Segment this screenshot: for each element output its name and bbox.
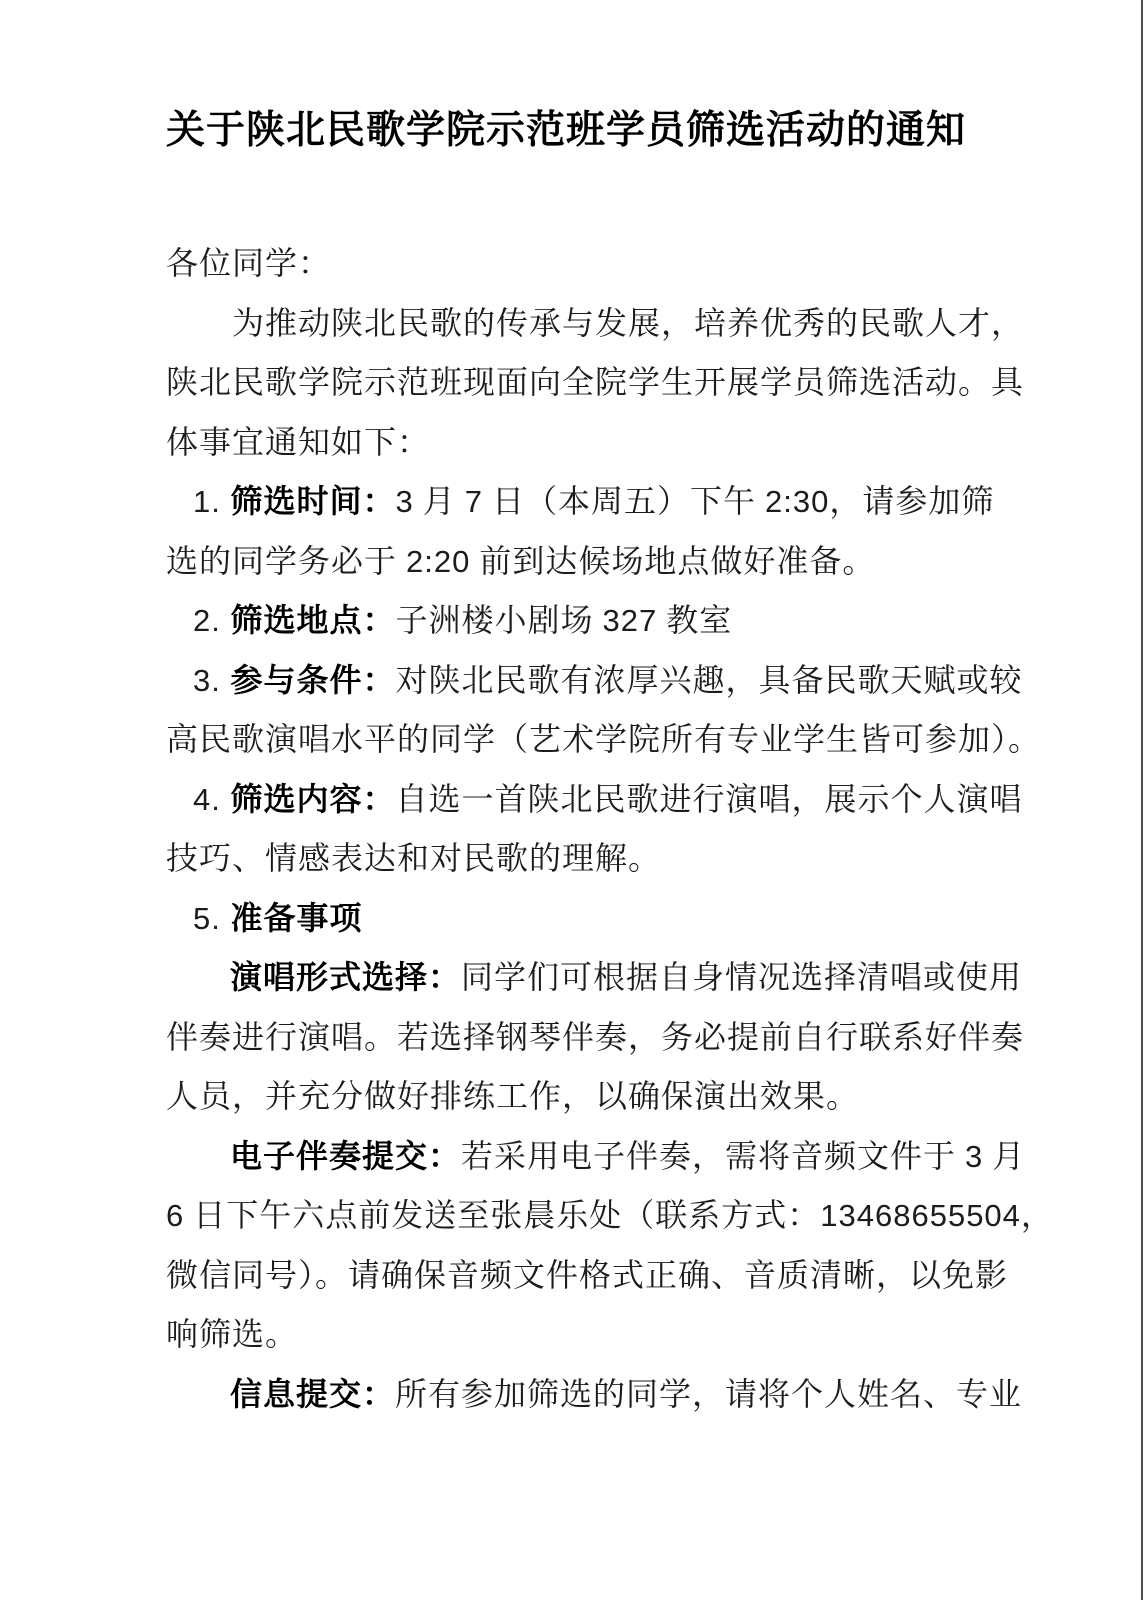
text-run: 选的同学务必于	[166, 542, 407, 579]
text-run: 响筛选。	[166, 1316, 299, 1352]
document-line	[166, 294, 1025, 354]
document-line	[166, 651, 1023, 711]
text-run: 3	[395, 484, 414, 519]
text-run: 3	[965, 1138, 984, 1174]
text-run: 高民歌演唱水平的同学（艺术学院所有专业学生皆可参加）。	[166, 721, 1042, 757]
text-run: 13468655504	[820, 1198, 1021, 1233]
label-run: 筛选地点：	[230, 602, 396, 638]
text-run: 7	[464, 484, 483, 519]
document-line	[166, 770, 1023, 830]
text-run: 2:20	[406, 543, 471, 579]
text-run: ，	[1020, 1197, 1054, 1233]
text-run: 子洲楼小剧场	[395, 602, 603, 638]
label-run: 准备事项	[230, 899, 363, 936]
page-edge-divider	[1141, 0, 1143, 1600]
text-run: 327	[602, 603, 658, 638]
text-run: 各位同学：	[166, 245, 332, 281]
document-line	[166, 1246, 1009, 1306]
document-line	[166, 1305, 976, 1365]
text-run: 伴奏进行演唱。若选择钢琴伴奏，务必提前自行联系好伴奏	[166, 1018, 1025, 1055]
document-line	[166, 413, 976, 473]
text-run: 微信同号）。请确保音频文件格式正确、音质清晰，以免影	[166, 1256, 1009, 1293]
text-run: 同学们可根据自身情况选择清唱或使用	[461, 959, 1023, 995]
text-run: 日（本周五）下午	[483, 483, 766, 519]
label-run: 参与条件：	[230, 661, 396, 698]
document-line	[166, 591, 976, 651]
document-line	[166, 472, 995, 532]
text-run: 对陕北民歌有浓厚兴趣，具备民歌天赋或较	[395, 661, 1023, 698]
label-run: 筛选内容：	[230, 780, 396, 817]
text-run: 月	[983, 1137, 1026, 1174]
document-line	[166, 234, 976, 294]
document-line	[166, 710, 1042, 770]
text-run: 日下午六点前发送至张晨乐处（联系方式：	[184, 1197, 821, 1233]
text-run: ，请参加筛	[829, 483, 995, 519]
document-line	[166, 1127, 1026, 1187]
document-line	[166, 1008, 1025, 1068]
text-run: 陕北民歌学院示范班现面向全院学生开展学员筛选活动。具	[166, 364, 1025, 400]
text-run: 人员，并充分做好排练工作，以确保演出效果。	[166, 1078, 860, 1114]
text-run: 体事宜通知如下：	[166, 423, 431, 460]
label-run: 演唱形式选择：	[230, 959, 462, 995]
document-line	[166, 889, 976, 949]
label-run: 电子伴奏提交：	[230, 1137, 462, 1174]
document-line	[166, 353, 1025, 413]
text-run: 6	[166, 1198, 185, 1233]
text-run: 若采用电子伴奏，需将音频文件于	[461, 1137, 966, 1174]
text-run: 技巧、情感表达和对民歌的理解。	[166, 840, 662, 876]
document-line	[166, 1186, 1054, 1246]
document-title: 关于陕北民歌学院示范班学员筛选活动的通知	[166, 109, 967, 152]
text-run: 2:30	[765, 484, 830, 519]
text-run: 自选一首陕北民歌进行演唱，展示个人演唱	[395, 780, 1023, 817]
text-run: 月	[413, 483, 465, 519]
text-run: 3.	[193, 662, 231, 698]
text-run: 为推动陕北民歌的传承与发展，培养优秀的民歌人才，	[232, 304, 1025, 341]
label-run: 信息提交：	[230, 1375, 396, 1412]
text-run: 1.	[193, 484, 231, 519]
text-run: 5.	[193, 900, 231, 936]
text-run: 前到达候场地点做好准备。	[470, 542, 876, 579]
document-line	[166, 829, 976, 889]
label-run: 筛选时间：	[230, 483, 396, 519]
document-line	[166, 1365, 1023, 1425]
text-run: 2.	[193, 603, 231, 638]
text-run: 4.	[193, 781, 231, 817]
document-body	[166, 234, 1054, 1424]
text-run: 所有参加筛选的同学，请将个人姓名、专业	[395, 1375, 1023, 1412]
document-line	[166, 532, 976, 592]
document-line	[166, 1067, 976, 1127]
text-run: 教室	[657, 602, 733, 638]
document-line	[166, 948, 1023, 1008]
